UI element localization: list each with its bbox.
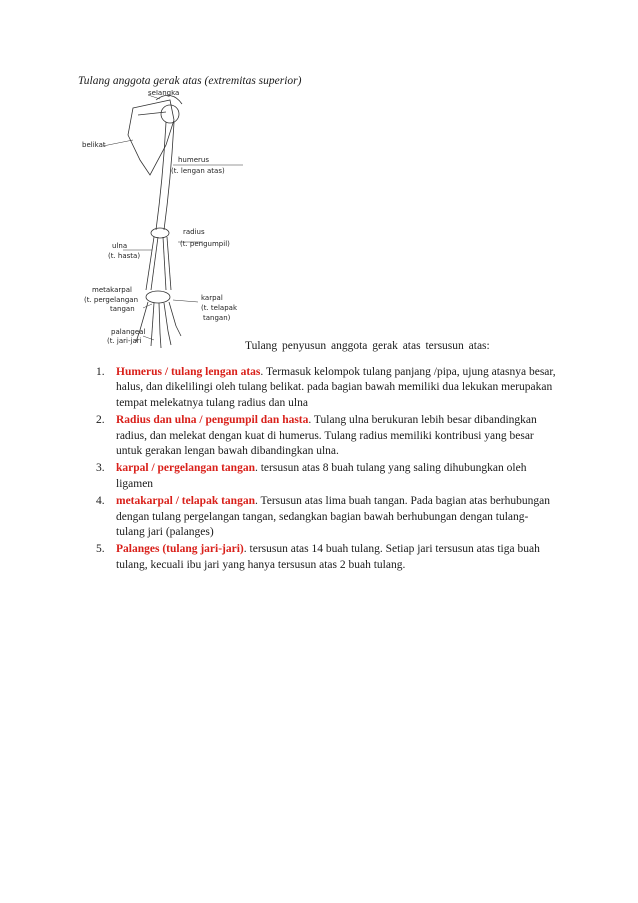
- label-karpal: karpal: [201, 294, 223, 302]
- item-number: 3.: [96, 462, 105, 475]
- label-palangeal-sub: (t. jari-jari: [107, 337, 142, 345]
- label-metakarpal-sub1: (t. pergelangan: [84, 296, 139, 304]
- scapula-shape: [128, 100, 174, 175]
- item-text: . Tulang ulna berukuran lebih besar dibandingkan radius, dan melekat dengan kuat di humerus. Tulang radius memiliki kontribusi yang besar untuk gerakan lengan bawah dibandingkan ulna.: [116, 414, 537, 458]
- bone-list: [96, 365, 556, 575]
- label-metakarpal-sub2: tangan: [110, 305, 135, 313]
- label-ulna: ulna: [112, 242, 128, 250]
- item-number: 5.: [96, 543, 105, 556]
- label-ulna-sub: (t. hasta): [108, 252, 141, 260]
- item-text: . tersusun atas 14 buah tulang. Setiap jari tersusun atas tiga buah tulang, kecuali ibu jari yang hanya tersusun atas 2 buah tulang.: [116, 543, 540, 571]
- list-item: [96, 413, 556, 459]
- label-belikat: belikat: [82, 141, 106, 149]
- label-radius: radius: [183, 228, 205, 236]
- list-item: [96, 461, 556, 492]
- arm-skeleton-figure: [78, 90, 258, 352]
- label-selangka: selangka: [148, 90, 180, 97]
- item-text: . Tersusun atas lima buah tangan. Pada bagian atas berhubungan dengan tulang pergelangan tangan, sedangkan bagian bawah berhubungan dengan tulang-tulang jari (palanges): [116, 495, 550, 539]
- label-radius-sub: (t. pengumpil): [180, 240, 230, 248]
- item-text: . Termasuk kelompok tulang panjang /pipa, ujung atasnya besar, halus, dan dikelilingi oleh tulang belikat. pada bagian bawah memiliki dua lekukan merupakan tempat melekatnya tulang radius dan ulna: [116, 366, 556, 409]
- item-term: Radius dan ulna / pengumpil dan hasta: [116, 414, 309, 427]
- label-karpal-sub1: (t. telapak: [201, 304, 237, 312]
- label-karpal-sub2: tangan): [203, 314, 231, 322]
- item-number: 4.: [96, 495, 105, 508]
- label-palangeal: palangeal: [111, 328, 146, 336]
- label-humerus-sub: (t. lengan atas): [171, 167, 225, 175]
- list-item: [96, 365, 556, 411]
- item-term: metakarpal / telapak tangan: [116, 495, 255, 508]
- list-item: [96, 542, 556, 573]
- page-title: Tulang anggota gerak atas (extremitas superior): [78, 75, 302, 87]
- label-metakarpal: metakarpal: [92, 286, 132, 294]
- item-term: Palanges (tulang jari-jari): [116, 543, 244, 556]
- arm-skeleton-illustration: [78, 90, 258, 352]
- figure-caption: Tulang penyusun anggota gerak atas tersusun atas:: [245, 340, 490, 352]
- label-humerus: humerus: [178, 156, 209, 164]
- list-item: [96, 494, 556, 540]
- item-term: Humerus / tulang lengan atas: [116, 366, 261, 378]
- item-text: . tersusun atas 8 buah tulang yang saling dihubungkan oleh ligamen: [116, 462, 527, 490]
- item-number: 2.: [96, 414, 105, 427]
- item-term: karpal / pergelangan tangan: [116, 462, 255, 475]
- item-number: 1.: [96, 366, 105, 378]
